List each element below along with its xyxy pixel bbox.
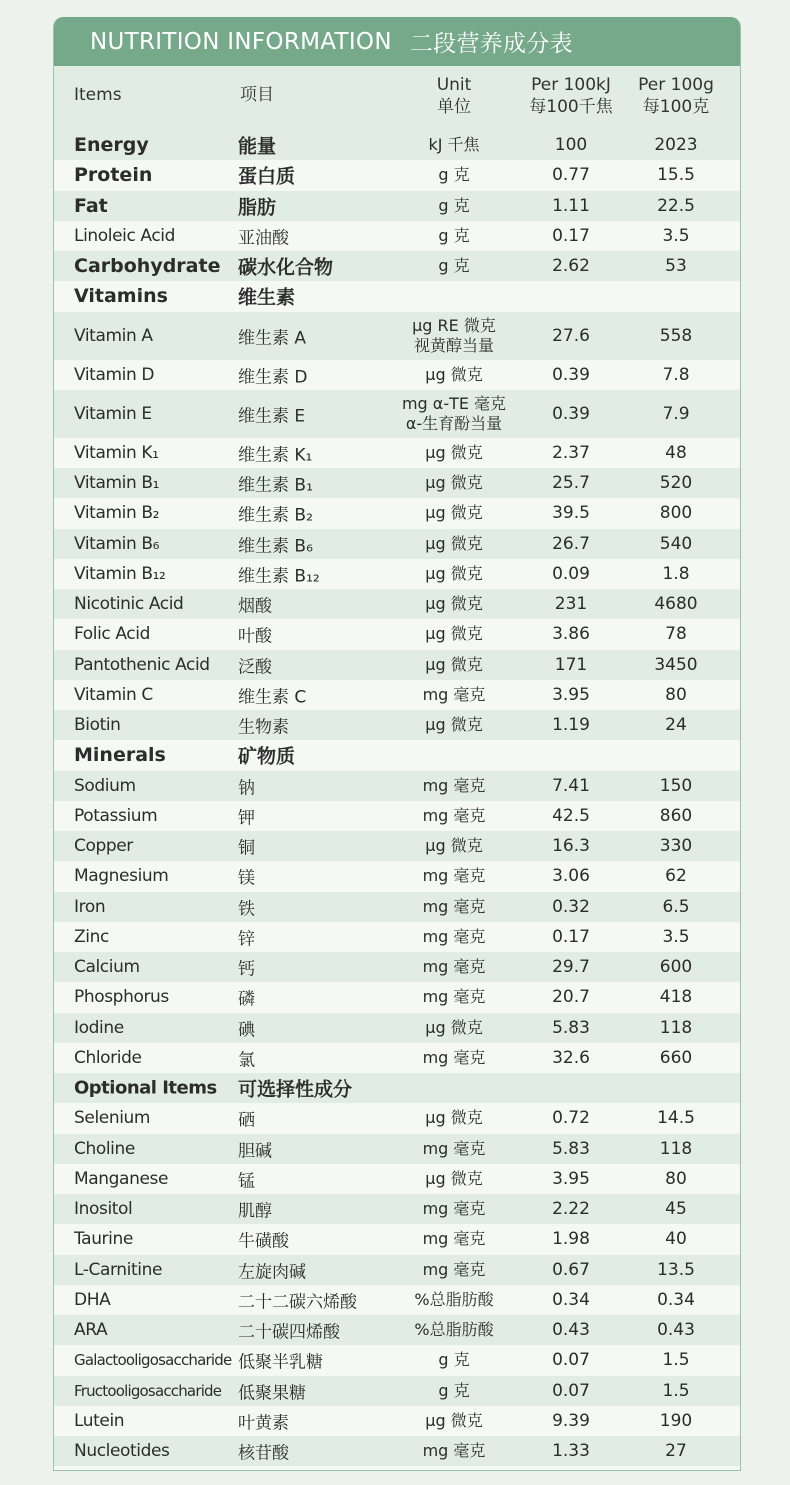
unit-cell: μg 微克 xyxy=(425,473,483,493)
item-name-en: Linoleic Acid xyxy=(74,225,176,246)
unit-cell: μg 微克 xyxy=(425,836,483,856)
per-100kj-value: 0.34 xyxy=(552,1289,590,1310)
per-100kj-value: 27.6 xyxy=(552,325,590,346)
per-100g-value: 7.8 xyxy=(662,364,690,385)
per-100kj-value: 0.43 xyxy=(552,1320,590,1341)
per-100g-value: 118 xyxy=(659,1138,693,1159)
header-items-cn: 项目 xyxy=(240,85,274,105)
item-name-cn: 低聚半乳糖 xyxy=(238,1352,323,1373)
unit-cell: g 克 xyxy=(438,1350,470,1370)
unit-cell: mg 毫克 xyxy=(422,1229,486,1249)
table-row xyxy=(54,468,740,498)
item-name-en: Inositol xyxy=(74,1199,133,1220)
item-name-cn: 锰 xyxy=(238,1171,255,1192)
item-name-cn: 生物素 xyxy=(238,717,289,738)
item-name-en: Galactooligosaccharide xyxy=(74,1351,232,1370)
title-en: NUTRITION INFORMATION xyxy=(90,28,392,55)
item-name-cn: 维生素 B₁₂ xyxy=(238,566,320,587)
per-100g-value: 3.5 xyxy=(662,926,690,947)
unit-cell: kJ 千焦 xyxy=(428,135,480,155)
item-name-cn: 泛酸 xyxy=(238,657,272,678)
item-name-en: Vitamin C xyxy=(74,684,153,705)
per-100g-value: 558 xyxy=(659,325,693,346)
per-100g-value: 53 xyxy=(665,256,687,277)
per-100kj-value: 29.7 xyxy=(552,957,590,978)
per-100g-value: 45 xyxy=(665,1199,687,1220)
per-100g-value: 15.5 xyxy=(657,165,695,186)
item-name-en: Nicotinic Acid xyxy=(74,594,184,615)
item-name-cn: 维生素 B₂ xyxy=(238,505,313,526)
table-row xyxy=(54,312,740,360)
per-100kj-value: 0.17 xyxy=(552,225,590,246)
per-100kj-value: 3.06 xyxy=(552,866,590,887)
nutrition-table xyxy=(53,17,741,1471)
header-per-kj: Per 100kJ 每100千焦 xyxy=(529,75,613,117)
per-100kj-value: 0.77 xyxy=(552,165,590,186)
table-title xyxy=(54,17,740,66)
item-name-en: Pantothenic Acid xyxy=(74,654,210,675)
table-row xyxy=(54,680,740,710)
item-name-en: Optional Items xyxy=(74,1077,217,1099)
per-100kj-value: 16.3 xyxy=(552,836,590,857)
unit-cell: mg 毫克 xyxy=(422,896,486,916)
per-100kj-value: 231 xyxy=(554,594,588,615)
per-100kj-value: 2.37 xyxy=(552,442,590,463)
per-100g-value: 330 xyxy=(659,836,693,857)
unit-cell: μg 微克 xyxy=(425,715,483,735)
item-name-en: ARA xyxy=(74,1320,108,1341)
item-name-en: Vitamin B₂ xyxy=(74,503,160,524)
per-100kj-value: 20.7 xyxy=(552,987,590,1008)
table-row xyxy=(54,861,740,891)
item-name-en: Vitamins xyxy=(74,285,168,308)
per-100g-value: 22.5 xyxy=(657,195,695,216)
per-100g-value: 540 xyxy=(659,533,693,554)
item-name-en: Vitamin B₁₂ xyxy=(74,563,166,584)
unit-cell: g 克 xyxy=(438,256,470,276)
table-row xyxy=(54,251,740,281)
table-row xyxy=(54,801,740,831)
per-100g-value: 80 xyxy=(665,1168,687,1189)
per-100g-value: 4680 xyxy=(654,594,698,615)
per-100g-value: 520 xyxy=(659,473,693,494)
title-cn: 二段营养成分表 xyxy=(409,31,573,57)
item-name-cn: 维生素 K₁ xyxy=(238,445,313,466)
item-name-en: Vitamin B₆ xyxy=(74,533,160,554)
per-100g-value: 1.8 xyxy=(662,563,690,584)
per-100kj-value: 0.72 xyxy=(552,1108,590,1129)
per-100kj-value: 5.83 xyxy=(552,1138,590,1159)
unit-cell: mg 毫克 xyxy=(422,1138,486,1158)
item-name-en: Vitamin A xyxy=(74,325,153,346)
per-100g-value: 27 xyxy=(665,1441,687,1462)
unit-cell: mg 毫克 xyxy=(422,805,486,825)
item-name-cn: 能量 xyxy=(238,135,277,158)
unit-cell: μg 微克 xyxy=(425,1410,483,1430)
per-100g-value: 48 xyxy=(665,442,687,463)
item-name-en: Protein xyxy=(74,164,153,187)
per-100kj-value: 2.22 xyxy=(552,1199,590,1220)
item-name-cn: 亚油酸 xyxy=(238,228,289,249)
per-100kj-value: 5.83 xyxy=(552,1017,590,1038)
item-name-cn: 二十碳四烯酸 xyxy=(238,1322,340,1343)
table-row xyxy=(54,1285,740,1315)
item-name-en: Phosphorus xyxy=(74,987,169,1008)
item-name-cn: 镁 xyxy=(238,868,255,889)
item-name-en: Carbohydrate xyxy=(74,255,221,278)
per-100g-value: 80 xyxy=(665,684,687,705)
item-name-cn: 胆碱 xyxy=(238,1141,272,1162)
unit-cell: μg 微克 xyxy=(425,624,483,644)
item-name-cn: 叶黄素 xyxy=(238,1413,289,1434)
unit-cell: g 克 xyxy=(438,1380,470,1400)
per-100g-value: 800 xyxy=(659,503,693,524)
table-row xyxy=(54,1345,740,1375)
item-name-en: Copper xyxy=(74,836,133,857)
unit-cell: %总脂肪酸 xyxy=(414,1320,494,1340)
per-100kj-value: 1.33 xyxy=(552,1441,590,1462)
per-100g-value: 150 xyxy=(659,775,693,796)
unit-cell: μg 微克 xyxy=(425,442,483,462)
item-name-en: Manganese xyxy=(74,1168,169,1189)
table-row xyxy=(54,1255,740,1285)
unit-cell: mg 毫克 xyxy=(422,775,486,795)
item-name-cn: 铁 xyxy=(238,899,255,920)
item-name-cn: 钾 xyxy=(238,808,255,829)
table-row xyxy=(54,160,740,190)
per-100g-value: 3.5 xyxy=(662,225,690,246)
table-body xyxy=(54,130,740,1466)
item-name-en: Biotin xyxy=(74,715,121,736)
item-name-cn: 硒 xyxy=(238,1110,255,1131)
unit-cell: mg 毫克 xyxy=(422,684,486,704)
item-name-cn: 烟酸 xyxy=(238,596,272,617)
item-name-en: Zinc xyxy=(74,926,109,947)
table-row xyxy=(54,559,740,589)
item-name-cn: 维生素 E xyxy=(238,406,306,427)
unit-cell: μg 微克 xyxy=(425,364,483,384)
item-name-en: Chloride xyxy=(74,1047,142,1068)
table-row xyxy=(54,892,740,922)
per-100kj-value: 1.11 xyxy=(552,195,590,216)
per-100g-value: 6.5 xyxy=(662,896,690,917)
item-name-cn: 左旋肉碱 xyxy=(238,1262,306,1283)
unit-cell: mg 毫克 xyxy=(422,1199,486,1219)
per-100g-value: 13.5 xyxy=(657,1259,695,1280)
item-name-cn: 肌醇 xyxy=(238,1201,272,1222)
column-header xyxy=(54,66,740,130)
item-name-cn: 维生素 A xyxy=(238,328,307,348)
item-name-cn: 铜 xyxy=(238,838,255,859)
table-row xyxy=(54,438,740,468)
per-100g-value: 660 xyxy=(659,1047,693,1068)
table-row xyxy=(54,360,740,390)
unit-cell: g 克 xyxy=(438,195,470,215)
item-name-cn: 维生素 D xyxy=(238,367,308,388)
table-row xyxy=(54,498,740,528)
table-row xyxy=(54,1164,740,1194)
table-row xyxy=(54,1406,740,1436)
table-row xyxy=(54,619,740,649)
per-100kj-value: 42.5 xyxy=(552,805,590,826)
per-100kj-value: 39.5 xyxy=(552,503,590,524)
table-row xyxy=(54,740,740,770)
per-100kj-value: 100 xyxy=(554,135,588,156)
per-100g-value: 190 xyxy=(659,1410,693,1431)
unit-cell: mg 毫克 xyxy=(422,1259,486,1279)
table-row xyxy=(54,221,740,251)
item-name-cn: 碳水化合物 xyxy=(238,256,334,279)
item-name-en: Magnesium xyxy=(74,866,169,887)
unit-cell: mg 毫克 xyxy=(422,957,486,977)
table-row xyxy=(54,1134,740,1164)
item-name-en: L-Carnitine xyxy=(74,1259,163,1280)
table-row xyxy=(54,1315,740,1345)
item-name-cn: 低聚果糖 xyxy=(238,1383,306,1404)
table-row xyxy=(54,191,740,221)
table-row xyxy=(54,1224,740,1254)
per-100g-value: 1.5 xyxy=(662,1350,690,1371)
unit-cell: mg 毫克 xyxy=(422,866,486,886)
per-100g-value: 860 xyxy=(659,805,693,826)
per-100g-value: 7.9 xyxy=(662,403,690,424)
item-name-cn: 核苷酸 xyxy=(238,1443,289,1464)
item-name-en: Vitamin K₁ xyxy=(74,442,159,463)
table-row xyxy=(54,982,740,1012)
item-name-en: Energy xyxy=(74,134,149,157)
per-100g-value: 0.34 xyxy=(657,1289,695,1310)
unit-cell: mg 毫克 xyxy=(422,1441,486,1461)
unit-cell: μg 微克 xyxy=(425,654,483,674)
per-100g-value: 600 xyxy=(659,957,693,978)
unit-cell: μg 微克 xyxy=(425,1017,483,1037)
unit-cell: mg α-TE 毫克 α-生育酚当量 xyxy=(401,393,507,433)
item-name-cn: 维生素 xyxy=(238,286,296,309)
item-name-cn: 维生素 B₆ xyxy=(238,536,313,557)
per-100kj-value: 32.6 xyxy=(552,1047,590,1068)
unit-cell: mg 毫克 xyxy=(422,1047,486,1067)
per-100g-value: 418 xyxy=(659,987,693,1008)
item-name-en: Choline xyxy=(74,1138,135,1159)
item-name-en: Calcium xyxy=(74,957,140,978)
item-name-en: Vitamin E xyxy=(74,403,152,424)
per-100g-value: 62 xyxy=(665,866,687,887)
table-row xyxy=(54,589,740,619)
per-100g-value: 118 xyxy=(659,1017,693,1038)
per-100kj-value: 1.98 xyxy=(552,1229,590,1250)
table-row xyxy=(54,650,740,680)
per-100g-value: 2023 xyxy=(654,135,698,156)
item-name-en: Iodine xyxy=(74,1017,124,1038)
item-name-cn: 钠 xyxy=(238,778,255,799)
per-100g-value: 24 xyxy=(665,715,687,736)
item-name-cn: 二十二碳六烯酸 xyxy=(238,1292,357,1313)
per-100g-value: 78 xyxy=(665,624,687,645)
unit-cell: %总脂肪酸 xyxy=(414,1289,494,1309)
per-100kj-value: 3.95 xyxy=(552,1168,590,1189)
item-name-cn: 可选择性成分 xyxy=(238,1078,353,1101)
table-row xyxy=(54,281,740,311)
item-name-en: Vitamin D xyxy=(74,364,155,385)
unit-cell: μg 微克 xyxy=(425,563,483,583)
item-name-cn: 牛磺酸 xyxy=(238,1231,289,1252)
per-100kj-value: 0.67 xyxy=(552,1259,590,1280)
per-100g-value: 0.43 xyxy=(657,1320,695,1341)
item-name-en: Potassium xyxy=(74,805,158,826)
unit-cell: μg 微克 xyxy=(425,1108,483,1128)
unit-cell: g 克 xyxy=(438,165,470,185)
per-100kj-value: 1.19 xyxy=(552,715,590,736)
item-name-en: Taurine xyxy=(74,1229,133,1250)
table-row xyxy=(54,1073,740,1103)
item-name-en: Folic Acid xyxy=(74,624,150,645)
unit-cell: μg 微克 xyxy=(425,594,483,614)
per-100kj-value: 171 xyxy=(554,654,588,675)
table-row xyxy=(54,952,740,982)
item-name-cn: 脂肪 xyxy=(238,196,277,219)
table-row xyxy=(54,390,740,438)
table-row xyxy=(54,130,740,160)
per-100kj-value: 0.09 xyxy=(552,563,590,584)
per-100kj-value: 0.07 xyxy=(552,1380,590,1401)
per-100kj-value: 0.07 xyxy=(552,1350,590,1371)
item-name-cn: 维生素 B₁ xyxy=(238,475,313,496)
per-100g-value: 3450 xyxy=(654,654,698,675)
table-row xyxy=(54,1103,740,1133)
item-name-en: Lutein xyxy=(74,1410,125,1431)
table-row xyxy=(54,529,740,559)
per-100kj-value: 0.39 xyxy=(552,364,590,385)
header-per-g: Per 100g 每100克 xyxy=(638,75,714,117)
item-name-en: Nucleotides xyxy=(74,1441,170,1462)
item-name-cn: 叶酸 xyxy=(238,626,272,647)
per-100kj-value: 9.39 xyxy=(552,1410,590,1431)
item-name-en: Iron xyxy=(74,896,106,917)
item-name-en: Minerals xyxy=(74,744,166,767)
per-100g-value: 40 xyxy=(665,1229,687,1250)
table-row xyxy=(54,1013,740,1043)
item-name-cn: 锌 xyxy=(238,929,255,950)
item-name-en: Fructooligosaccharide xyxy=(74,1381,222,1400)
table-row xyxy=(54,1194,740,1224)
per-100kj-value: 26.7 xyxy=(552,533,590,554)
item-name-cn: 碘 xyxy=(238,1020,255,1041)
header-unit: Unit 单位 xyxy=(436,75,472,117)
unit-cell: g 克 xyxy=(438,225,470,245)
table-row xyxy=(54,771,740,801)
unit-cell: μg 微克 xyxy=(425,1168,483,1188)
item-name-en: DHA xyxy=(74,1289,111,1310)
item-name-en: Selenium xyxy=(74,1108,151,1129)
per-100kj-value: 3.86 xyxy=(552,624,590,645)
item-name-cn: 钙 xyxy=(238,959,255,980)
item-name-cn: 矿物质 xyxy=(238,745,296,768)
item-name-en: Sodium xyxy=(74,775,136,796)
unit-cell: mg 毫克 xyxy=(422,987,486,1007)
per-100kj-value: 2.62 xyxy=(552,256,590,277)
per-100kj-value: 25.7 xyxy=(552,473,590,494)
item-name-en: Vitamin B₁ xyxy=(74,473,160,494)
header-items: Items xyxy=(74,85,122,105)
per-100kj-value: 3.95 xyxy=(552,684,590,705)
table-row xyxy=(54,831,740,861)
per-100kj-value: 0.17 xyxy=(552,926,590,947)
table-row xyxy=(54,1043,740,1073)
per-100kj-value: 0.32 xyxy=(552,896,590,917)
per-100g-value: 14.5 xyxy=(657,1108,695,1129)
table-row xyxy=(54,922,740,952)
per-100kj-value: 7.41 xyxy=(552,775,590,796)
item-name-en: Fat xyxy=(74,194,108,217)
unit-cell: μg 微克 xyxy=(425,503,483,523)
unit-cell: mg 毫克 xyxy=(422,926,486,946)
unit-cell: μg 微克 xyxy=(425,533,483,553)
table-row xyxy=(54,1436,740,1466)
per-100kj-value: 0.39 xyxy=(552,403,590,424)
table-row xyxy=(54,710,740,740)
per-100g-value: 1.5 xyxy=(662,1380,690,1401)
item-name-cn: 磷 xyxy=(238,989,255,1010)
item-name-cn: 氯 xyxy=(238,1050,255,1071)
unit-cell: μg RE 微克 视黄醇当量 xyxy=(412,315,496,355)
table-row xyxy=(54,1376,740,1406)
item-name-cn: 蛋白质 xyxy=(238,165,296,188)
item-name-cn: 维生素 C xyxy=(238,687,307,708)
